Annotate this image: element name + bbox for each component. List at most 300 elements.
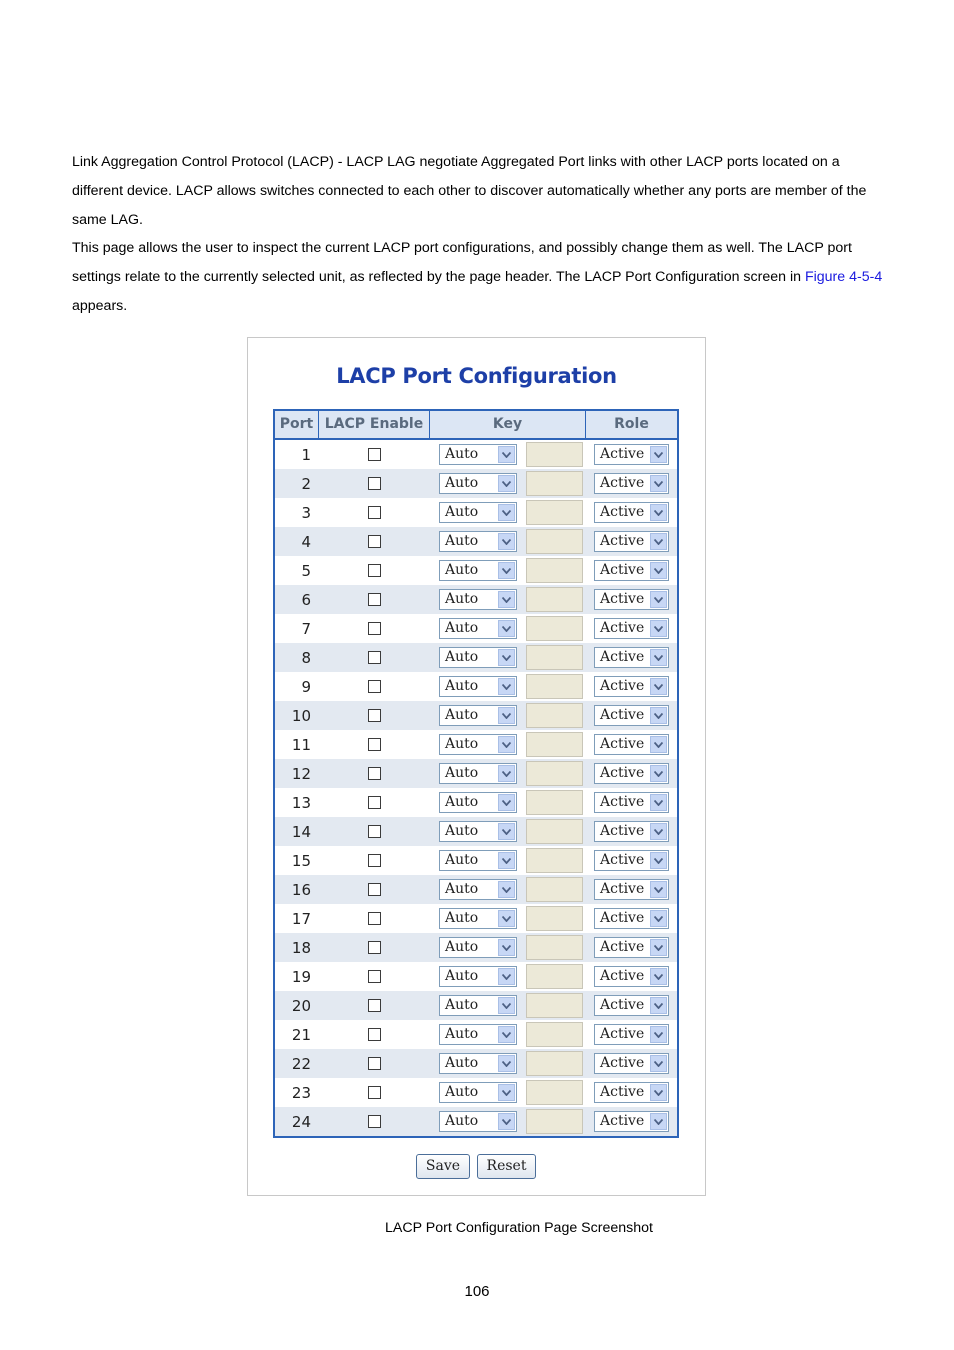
- table-row: [275, 1049, 677, 1078]
- role-cell: [586, 531, 677, 552]
- chevron-down-icon[interactable]: [650, 620, 667, 637]
- key-select[interactable]: [439, 966, 517, 987]
- key-select-value: Auto: [445, 504, 479, 520]
- key-cell: [430, 1080, 586, 1105]
- key-select-value: Auto: [445, 446, 479, 462]
- key-select[interactable]: [439, 473, 517, 494]
- table-row: [275, 527, 677, 556]
- chevron-down-icon[interactable]: [650, 504, 667, 521]
- role-select-value: Active: [600, 562, 645, 578]
- key-value-input[interactable]: [526, 674, 583, 699]
- chevron-down-icon[interactable]: [498, 533, 515, 550]
- lacp-enable-checkbox[interactable]: [368, 767, 381, 780]
- lacp-enable-cell: [319, 622, 430, 635]
- lacp-enable-cell: [319, 1086, 430, 1099]
- port-number: 1: [301, 445, 311, 464]
- key-cell: [430, 1022, 586, 1047]
- role-select[interactable]: [594, 705, 669, 726]
- page-title: LACP Port Configuration: [336, 364, 617, 388]
- key-select-value: Auto: [445, 1055, 479, 1071]
- key-value-input[interactable]: [526, 790, 583, 815]
- intro-paragraph-2-text: This page allows the user to inspect the current LACP port configurations, and possibly change them as well. The LACP port settings relate to the currently selected unit, as reflected by the page header. The LACP Port Configuration screen in: [72, 240, 852, 285]
- role-select[interactable]: [594, 531, 669, 552]
- role-select[interactable]: [594, 473, 669, 494]
- chevron-down-icon[interactable]: [498, 475, 515, 492]
- key-select-value: Auto: [445, 765, 479, 781]
- chevron-down-icon[interactable]: [650, 562, 667, 579]
- role-select[interactable]: [594, 995, 669, 1016]
- chevron-down-icon[interactable]: [650, 910, 667, 927]
- key-select[interactable]: [439, 937, 517, 958]
- role-cell: [586, 937, 677, 958]
- key-value-input[interactable]: [526, 848, 583, 873]
- role-select-value: Active: [600, 475, 645, 491]
- lacp-enable-cell: [319, 1028, 430, 1041]
- role-cell: [586, 879, 677, 900]
- key-cell: [430, 616, 586, 641]
- lacp-enable-checkbox[interactable]: [368, 1115, 381, 1128]
- role-select[interactable]: [594, 792, 669, 813]
- lacp-enable-cell: [319, 825, 430, 838]
- role-select[interactable]: [594, 821, 669, 842]
- lacp-enable-checkbox[interactable]: [368, 796, 381, 809]
- role-cell: [586, 850, 677, 871]
- key-select[interactable]: [439, 821, 517, 842]
- header-lacp-enable: LACP Enable: [319, 411, 430, 438]
- key-select[interactable]: [439, 1053, 517, 1074]
- chevron-down-icon[interactable]: [650, 823, 667, 840]
- role-select[interactable]: [594, 647, 669, 668]
- key-select[interactable]: [439, 444, 517, 465]
- port-number: 20: [291, 996, 311, 1015]
- chevron-down-icon[interactable]: [498, 678, 515, 695]
- port-number: 3: [301, 503, 311, 522]
- role-select[interactable]: [594, 560, 669, 581]
- chevron-down-icon[interactable]: [498, 881, 515, 898]
- lacp-config-screenshot: [247, 337, 706, 1196]
- key-value-input[interactable]: [526, 1051, 583, 1076]
- role-cell: [586, 618, 677, 639]
- chevron-down-icon[interactable]: [498, 968, 515, 985]
- key-value-input[interactable]: [526, 877, 583, 902]
- lacp-enable-cell: [319, 854, 430, 867]
- chevron-down-icon[interactable]: [498, 620, 515, 637]
- role-select[interactable]: [594, 1053, 669, 1074]
- role-select[interactable]: [594, 589, 669, 610]
- role-cell: [586, 444, 677, 465]
- key-select[interactable]: [439, 1082, 517, 1103]
- table-row: [275, 440, 677, 469]
- key-cell: [430, 877, 586, 902]
- lacp-enable-checkbox[interactable]: [368, 1086, 381, 1099]
- role-select-value: Active: [600, 939, 645, 955]
- lacp-enable-cell: [319, 535, 430, 548]
- chevron-down-icon[interactable]: [498, 649, 515, 666]
- intro-paragraph-1: Link Aggregation Control Protocol (LACP) - LACP LAG negotiate Aggregated Port links with other LACP ports located on a different device. LACP allows switches connected to each other to discover automatically whether any ports are member of the same LAG.: [72, 154, 867, 228]
- lacp-enable-cell: [319, 999, 430, 1012]
- key-cell: [430, 645, 586, 670]
- table-row: [275, 614, 677, 643]
- lacp-enable-checkbox[interactable]: [368, 477, 381, 490]
- role-select-value: Active: [600, 504, 645, 520]
- key-cell: [430, 848, 586, 873]
- chevron-down-icon[interactable]: [498, 852, 515, 869]
- key-cell: [430, 558, 586, 583]
- key-cell: [430, 761, 586, 786]
- lacp-enable-cell: [319, 651, 430, 664]
- chevron-down-icon[interactable]: [650, 649, 667, 666]
- chevron-down-icon[interactable]: [498, 910, 515, 927]
- lacp-enable-cell: [319, 883, 430, 896]
- role-cell: [586, 763, 677, 784]
- role-select[interactable]: [594, 850, 669, 871]
- intro-paragraph-2: [72, 234, 887, 321]
- key-value-input[interactable]: [526, 703, 583, 728]
- role-cell: [586, 792, 677, 813]
- lacp-enable-cell: [319, 738, 430, 751]
- key-select-value: Auto: [445, 939, 479, 955]
- chevron-down-icon[interactable]: [650, 736, 667, 753]
- key-cell: [430, 529, 586, 554]
- lacp-enable-checkbox[interactable]: [368, 651, 381, 664]
- chevron-down-icon[interactable]: [650, 939, 667, 956]
- table-row: [275, 1107, 677, 1136]
- key-select-value: Auto: [445, 968, 479, 984]
- chevron-down-icon[interactable]: [498, 446, 515, 463]
- chevron-down-icon[interactable]: [498, 939, 515, 956]
- role-select[interactable]: [594, 444, 669, 465]
- table-row: [275, 817, 677, 846]
- role-select-value: Active: [600, 649, 645, 665]
- lacp-enable-checkbox[interactable]: [368, 622, 381, 635]
- header-role: Role: [614, 416, 649, 432]
- table-row: [275, 962, 677, 991]
- key-select-value: Auto: [445, 1113, 479, 1129]
- table-row: [275, 1078, 677, 1107]
- key-value-input[interactable]: [526, 529, 583, 554]
- role-select[interactable]: [594, 618, 669, 639]
- lacp-enable-checkbox[interactable]: [368, 912, 381, 925]
- lacp-enable-checkbox[interactable]: [368, 854, 381, 867]
- chevron-down-icon[interactable]: [498, 707, 515, 724]
- role-select[interactable]: [594, 676, 669, 697]
- key-value-input[interactable]: [526, 761, 583, 786]
- role-cell: [586, 1111, 677, 1132]
- port-number: 13: [291, 793, 311, 812]
- key-select-value: Auto: [445, 533, 479, 549]
- key-cell: [430, 471, 586, 496]
- chevron-down-icon[interactable]: [650, 765, 667, 782]
- lacp-enable-checkbox[interactable]: [368, 564, 381, 577]
- role-cell: [586, 473, 677, 494]
- port-number: 10: [291, 706, 311, 725]
- port-number: 2: [301, 474, 311, 493]
- role-select[interactable]: [594, 966, 669, 987]
- chevron-down-icon[interactable]: [498, 765, 515, 782]
- key-select-value: Auto: [445, 852, 479, 868]
- chevron-down-icon[interactable]: [498, 736, 515, 753]
- key-value-input[interactable]: [526, 906, 583, 931]
- chevron-down-icon[interactable]: [498, 1084, 515, 1101]
- key-select[interactable]: [439, 647, 517, 668]
- role-cell: [586, 1082, 677, 1103]
- key-select[interactable]: [439, 705, 517, 726]
- role-cell: [586, 1053, 677, 1074]
- reset-button[interactable]: Reset: [477, 1154, 536, 1179]
- key-select[interactable]: [439, 908, 517, 929]
- lacp-enable-checkbox[interactable]: [368, 593, 381, 606]
- lacp-port-table: [273, 409, 679, 1138]
- chevron-down-icon[interactable]: [498, 1055, 515, 1072]
- intro-paragraph-2-end: appears.: [72, 298, 128, 314]
- key-value-input[interactable]: [526, 819, 583, 844]
- key-cell: [430, 587, 586, 612]
- port-number: 16: [291, 880, 311, 899]
- key-select[interactable]: [439, 1111, 517, 1132]
- key-cell: [430, 790, 586, 815]
- role-select-value: Active: [600, 707, 645, 723]
- role-select-value: Active: [600, 678, 645, 694]
- chevron-down-icon[interactable]: [498, 504, 515, 521]
- role-select[interactable]: [594, 502, 669, 523]
- key-value-input[interactable]: [526, 558, 583, 583]
- lacp-enable-checkbox[interactable]: [368, 680, 381, 693]
- chevron-down-icon[interactable]: [650, 678, 667, 695]
- key-value-input[interactable]: [526, 442, 583, 467]
- lacp-enable-checkbox[interactable]: [368, 709, 381, 722]
- lacp-enable-cell: [319, 767, 430, 780]
- lacp-enable-cell: [319, 796, 430, 809]
- table-body: [275, 440, 677, 1136]
- chevron-down-icon[interactable]: [498, 1026, 515, 1043]
- key-value-input[interactable]: [526, 645, 583, 670]
- key-select-value: Auto: [445, 475, 479, 491]
- table-row: [275, 846, 677, 875]
- lacp-enable-cell: [319, 1057, 430, 1070]
- lacp-enable-checkbox[interactable]: [368, 825, 381, 838]
- role-select[interactable]: [594, 908, 669, 929]
- chevron-down-icon[interactable]: [650, 533, 667, 550]
- role-select[interactable]: [594, 879, 669, 900]
- role-select-value: Active: [600, 736, 645, 752]
- key-select[interactable]: [439, 560, 517, 581]
- key-value-input[interactable]: [526, 500, 583, 525]
- role-select-value: Active: [600, 533, 645, 549]
- key-value-input[interactable]: [526, 964, 583, 989]
- role-select[interactable]: [594, 937, 669, 958]
- role-select-value: Active: [600, 823, 645, 839]
- key-select-value: Auto: [445, 794, 479, 810]
- key-select[interactable]: [439, 734, 517, 755]
- lacp-enable-checkbox[interactable]: [368, 738, 381, 751]
- role-select-value: Active: [600, 446, 645, 462]
- key-cell: [430, 1051, 586, 1076]
- role-select-value: Active: [600, 794, 645, 810]
- role-cell: [586, 908, 677, 929]
- key-select-value: Auto: [445, 881, 479, 897]
- chevron-down-icon[interactable]: [650, 1084, 667, 1101]
- lacp-enable-cell: [319, 506, 430, 519]
- key-select[interactable]: [439, 618, 517, 639]
- chevron-down-icon[interactable]: [650, 446, 667, 463]
- role-select[interactable]: [594, 734, 669, 755]
- port-number: 9: [301, 677, 311, 696]
- role-cell: [586, 705, 677, 726]
- key-value-input[interactable]: [526, 1022, 583, 1047]
- table-row: [275, 875, 677, 904]
- lacp-enable-checkbox[interactable]: [368, 999, 381, 1012]
- chevron-down-icon[interactable]: [650, 1055, 667, 1072]
- chevron-down-icon[interactable]: [650, 852, 667, 869]
- role-select-value: Active: [600, 1026, 645, 1042]
- table-header: [275, 411, 677, 440]
- key-cell: [430, 500, 586, 525]
- lacp-enable-checkbox[interactable]: [368, 448, 381, 461]
- role-select-value: Active: [600, 1055, 645, 1071]
- key-value-input[interactable]: [526, 993, 583, 1018]
- role-select-value: Active: [600, 910, 645, 926]
- role-select-value: Active: [600, 1084, 645, 1100]
- table-row: [275, 933, 677, 962]
- lacp-enable-checkbox[interactable]: [368, 535, 381, 548]
- lacp-enable-checkbox[interactable]: [368, 1028, 381, 1041]
- key-select[interactable]: [439, 589, 517, 610]
- lacp-enable-checkbox[interactable]: [368, 1057, 381, 1070]
- chevron-down-icon[interactable]: [650, 1113, 667, 1130]
- chevron-down-icon[interactable]: [650, 707, 667, 724]
- chevron-down-icon[interactable]: [650, 794, 667, 811]
- key-value-input[interactable]: [526, 1109, 583, 1134]
- table-row: [275, 788, 677, 817]
- key-value-input[interactable]: [526, 471, 583, 496]
- key-cell: [430, 732, 586, 757]
- port-number: 23: [291, 1083, 311, 1102]
- key-select-value: Auto: [445, 707, 479, 723]
- role-cell: [586, 647, 677, 668]
- key-select[interactable]: [439, 763, 517, 784]
- chevron-down-icon[interactable]: [650, 475, 667, 492]
- role-select[interactable]: [594, 1082, 669, 1103]
- port-number: 7: [301, 619, 311, 638]
- save-button[interactable]: Save: [416, 1154, 470, 1179]
- key-value-input[interactable]: [526, 1080, 583, 1105]
- key-select-value: Auto: [445, 591, 479, 607]
- table-row: [275, 585, 677, 614]
- key-select[interactable]: [439, 502, 517, 523]
- lacp-enable-cell: [319, 593, 430, 606]
- role-cell: [586, 560, 677, 581]
- lacp-enable-checkbox[interactable]: [368, 970, 381, 983]
- key-select[interactable]: [439, 531, 517, 552]
- role-select[interactable]: [594, 1111, 669, 1132]
- lacp-enable-checkbox[interactable]: [368, 506, 381, 519]
- key-select-value: Auto: [445, 736, 479, 752]
- chevron-down-icon[interactable]: [650, 968, 667, 985]
- table-row: [275, 730, 677, 759]
- lacp-enable-checkbox[interactable]: [368, 941, 381, 954]
- port-number: 17: [291, 909, 311, 928]
- role-select[interactable]: [594, 1024, 669, 1045]
- key-cell: [430, 703, 586, 728]
- key-cell: [430, 935, 586, 960]
- lacp-enable-cell: [319, 1115, 430, 1128]
- chevron-down-icon[interactable]: [498, 823, 515, 840]
- key-cell: [430, 1109, 586, 1134]
- table-row: [275, 1020, 677, 1049]
- figure-caption: LACP Port Configuration Page Screenshot: [385, 1220, 653, 1236]
- key-select[interactable]: [439, 879, 517, 900]
- key-select[interactable]: [439, 850, 517, 871]
- lacp-enable-cell: [319, 970, 430, 983]
- key-select[interactable]: [439, 792, 517, 813]
- key-cell: [430, 442, 586, 467]
- role-select-value: Active: [600, 765, 645, 781]
- role-select-value: Active: [600, 881, 645, 897]
- lacp-enable-cell: [319, 477, 430, 490]
- header-key: Key: [430, 411, 586, 438]
- port-number: 18: [291, 938, 311, 957]
- chevron-down-icon[interactable]: [498, 794, 515, 811]
- role-select-value: Active: [600, 968, 645, 984]
- key-select-value: Auto: [445, 910, 479, 926]
- key-select-value: Auto: [445, 620, 479, 636]
- key-value-input[interactable]: [526, 616, 583, 641]
- figure-link[interactable]: Figure 4-5-4: [804, 269, 883, 285]
- table-row: [275, 498, 677, 527]
- port-number: 15: [291, 851, 311, 870]
- chevron-down-icon[interactable]: [650, 997, 667, 1014]
- role-cell: [586, 734, 677, 755]
- chevron-down-icon[interactable]: [498, 562, 515, 579]
- lacp-enable-cell: [319, 941, 430, 954]
- table-row: [275, 991, 677, 1020]
- table-row: [275, 904, 677, 933]
- chevron-down-icon[interactable]: [650, 881, 667, 898]
- key-select-value: Auto: [445, 1084, 479, 1100]
- key-value-input[interactable]: [526, 935, 583, 960]
- port-number: 24: [291, 1112, 311, 1131]
- role-select[interactable]: [594, 763, 669, 784]
- chevron-down-icon[interactable]: [498, 591, 515, 608]
- role-select-value: Active: [600, 1113, 645, 1129]
- key-value-input[interactable]: [526, 732, 583, 757]
- port-number: 4: [301, 532, 311, 551]
- key-select[interactable]: [439, 1024, 517, 1045]
- port-number: 12: [291, 764, 311, 783]
- role-select-value: Active: [600, 620, 645, 636]
- key-value-input[interactable]: [526, 587, 583, 612]
- key-select[interactable]: [439, 995, 517, 1016]
- role-cell: [586, 589, 677, 610]
- role-select-value: Active: [600, 997, 645, 1013]
- key-cell: [430, 674, 586, 699]
- key-select-value: Auto: [445, 562, 479, 578]
- port-number: 21: [291, 1025, 311, 1044]
- chevron-down-icon[interactable]: [498, 997, 515, 1014]
- key-select-value: Auto: [445, 649, 479, 665]
- table-row: [275, 556, 677, 585]
- key-select-value: Auto: [445, 997, 479, 1013]
- chevron-down-icon[interactable]: [498, 1113, 515, 1130]
- key-select[interactable]: [439, 676, 517, 697]
- lacp-enable-checkbox[interactable]: [368, 883, 381, 896]
- lacp-enable-cell: [319, 564, 430, 577]
- key-select-value: Auto: [445, 678, 479, 694]
- port-number: 14: [291, 822, 311, 841]
- chevron-down-icon[interactable]: [650, 591, 667, 608]
- chevron-down-icon[interactable]: [650, 1026, 667, 1043]
- lacp-enable-cell: [319, 912, 430, 925]
